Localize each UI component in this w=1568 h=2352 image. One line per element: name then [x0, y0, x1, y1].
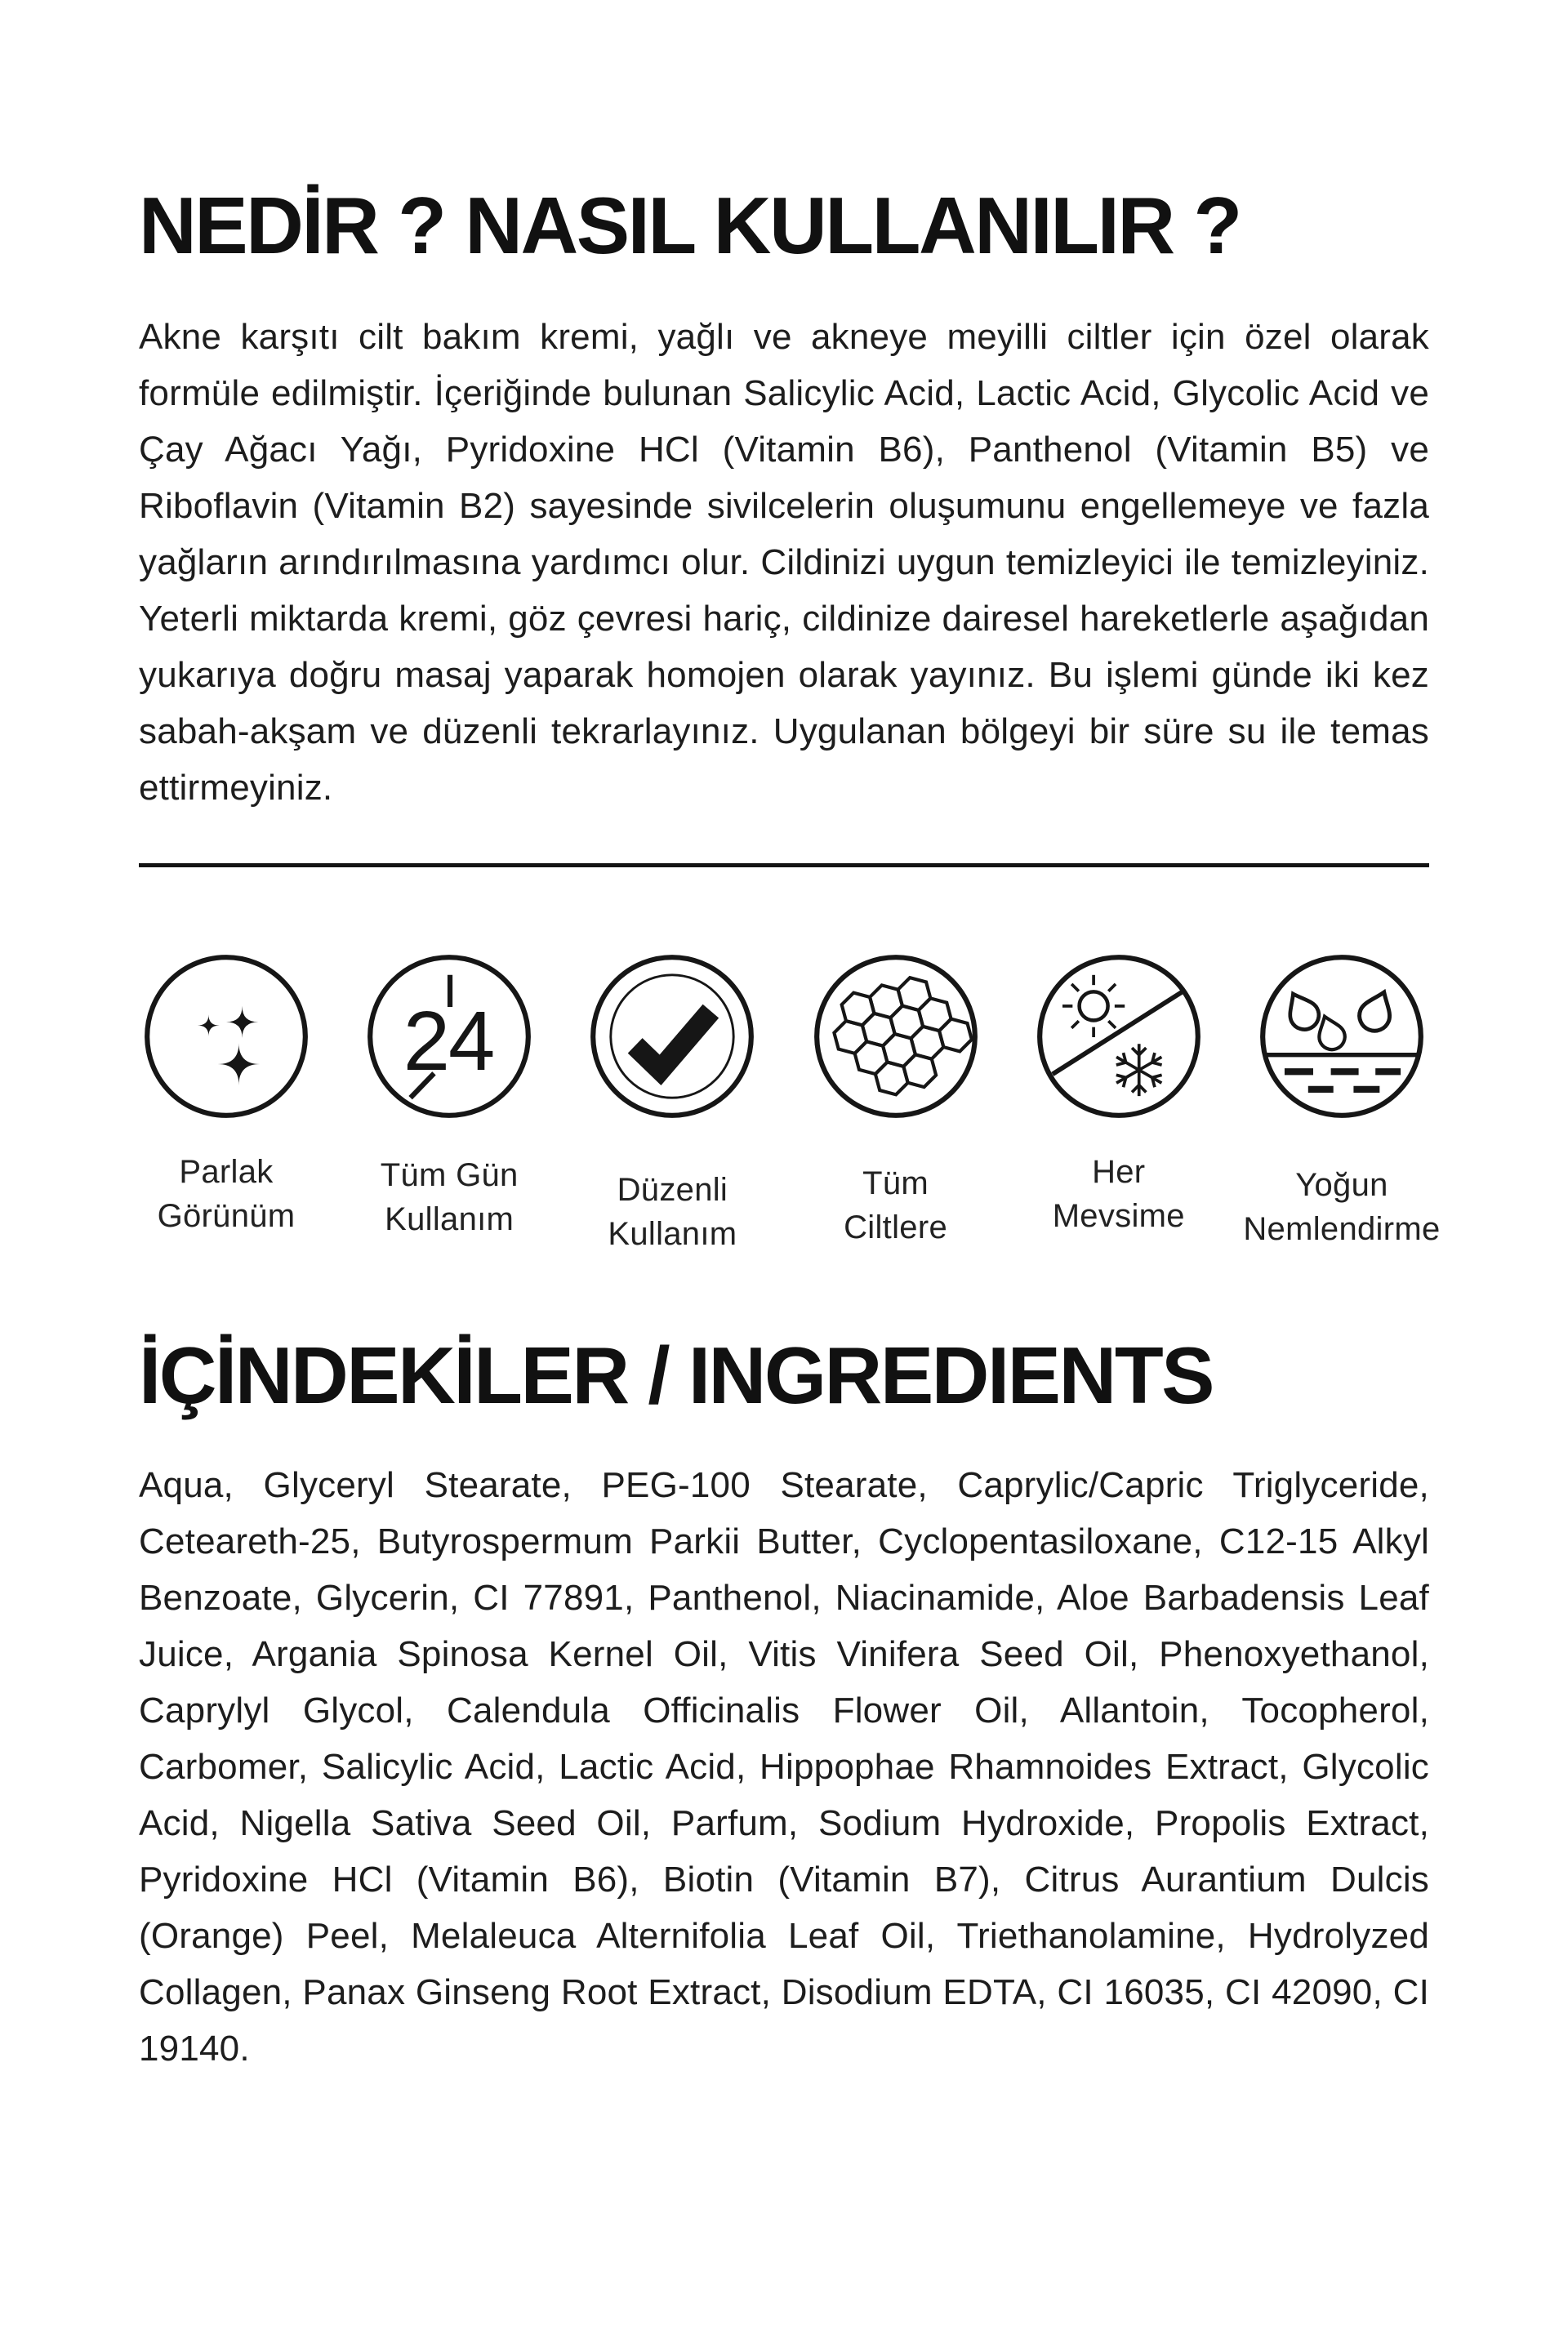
check-icon: [588, 952, 756, 1120]
feature-bright-look: [139, 952, 314, 1256]
feature-label-line: Parlak: [179, 1153, 274, 1190]
feature-label-line: Düzenli: [617, 1171, 728, 1208]
sun-snowflake-icon: [1035, 952, 1203, 1120]
feature-icons-row: [139, 952, 1441, 1256]
feature-all-day-use: [362, 952, 537, 1256]
feature-label: [158, 1150, 296, 1238]
feature-label-line: Mevsime: [1052, 1197, 1185, 1234]
feature-label-line: Tüm: [862, 1165, 929, 1201]
feature-label-line: Kullanım: [608, 1215, 737, 1252]
ingredients-section-title: İÇİNDEKİLER / INGREDIENTS: [139, 1330, 1214, 1420]
ingredients-section-body: Aqua, Glyceryl Stearate, PEG-100 Stearate, Caprylic/Capric Triglyceride, Ceteareth-25, Butyrospermum Parkii Butter, Cyclopentasiloxane, C12-15 Alkyl Benzoate, Glycerin, CI 77891, Panthenol, Niacinamide, Aloe Barbadensis Leaf Juice, Argania Spinosa Kernel Oil, Vitis Vinifera Seed Oil, Phenoxyethanol, Caprylyl Glycol, Calendula Officinalis Flower Oil, Allantoin, Tocopherol, Carbomer, Salicylic Acid, Lactic Acid, Hippophae Rhamnoides Extract, Glycolic Acid, Nigella Sativa Seed Oil, Parfum, Sodium Hydroxide, Propolis Extract, Pyridoxine HCl (Vitamin B6), Biotin (Vitamin B7), Citrus Aurantium Dulcis (Orange) Peel, Melaleuca Alternifolia Leaf Oil, Triethanolamine, Hydrolyzed Collagen, Panax Ginseng Root Extract, Disodium EDTA, CI 16035, CI 42090, CI 19140.: [139, 1464, 1429, 2069]
all-day-24-icon: [365, 952, 533, 1120]
all-day-24-text: 24: [403, 993, 494, 1088]
water-drops-icon: [1258, 952, 1426, 1120]
feature-label-line: Her: [1092, 1153, 1146, 1190]
feature-label-line: Nemlendirme: [1243, 1210, 1441, 1247]
usage-section-title: NEDİR ? NASIL KULLANILIR ?: [139, 180, 1241, 270]
sparkles-icon: [142, 952, 310, 1120]
feature-regular-use: [585, 952, 760, 1256]
feature-label: [381, 1153, 519, 1241]
feature-label-line: Kullanım: [385, 1200, 514, 1237]
honeycomb-icon: [812, 952, 980, 1120]
feature-label-line: Tüm Gün: [380, 1156, 519, 1193]
feature-label-line: Ciltlere: [844, 1209, 947, 1245]
feature-label: [1053, 1150, 1185, 1238]
usage-section-body: Akne karşıtı cilt bakım kremi, yağlı ve akneye meyilli ciltler için özel olarak formüle edilmiştir. İçeriğinde bulunan Salicylic Acid, Lactic Acid, Glycolic Acid ve Çay Ağacı Yağı, Pyridoxine HCl (Vitamin B6), Panthenol (Vitamin B5) ve Riboflavin (Vitamin B2) sayesinde sivilcelerin oluşumunu engellemeye ve fazla yağların arındırılmasına yardımcı olur. Cildinizi uygun temizleyici ile temizleyiniz. Yeterli miktarda kremi, göz çevresi hariç, cildinize dairesel hareketlerle aşağıdan yukarıya doğru masaj yaparak homojen olarak yayınız. Bu işlemi günde iki kez sabah-akşam ve düzenli tekrarlayınız. Uygulanan bölgeyi bir süre su ile temas ettirmeyiniz.: [139, 316, 1429, 808]
feature-label-line: Görünüm: [157, 1197, 296, 1234]
feature-intense-moisturizing: [1243, 952, 1441, 1256]
feature-label: [844, 1161, 947, 1250]
feature-label: [1243, 1163, 1440, 1251]
feature-all-skin-types: [808, 952, 983, 1256]
feature-label: [608, 1168, 737, 1256]
feature-label-line: Yoğun: [1295, 1166, 1388, 1203]
feature-all-seasons: [1031, 952, 1206, 1256]
section-divider: [139, 863, 1429, 867]
